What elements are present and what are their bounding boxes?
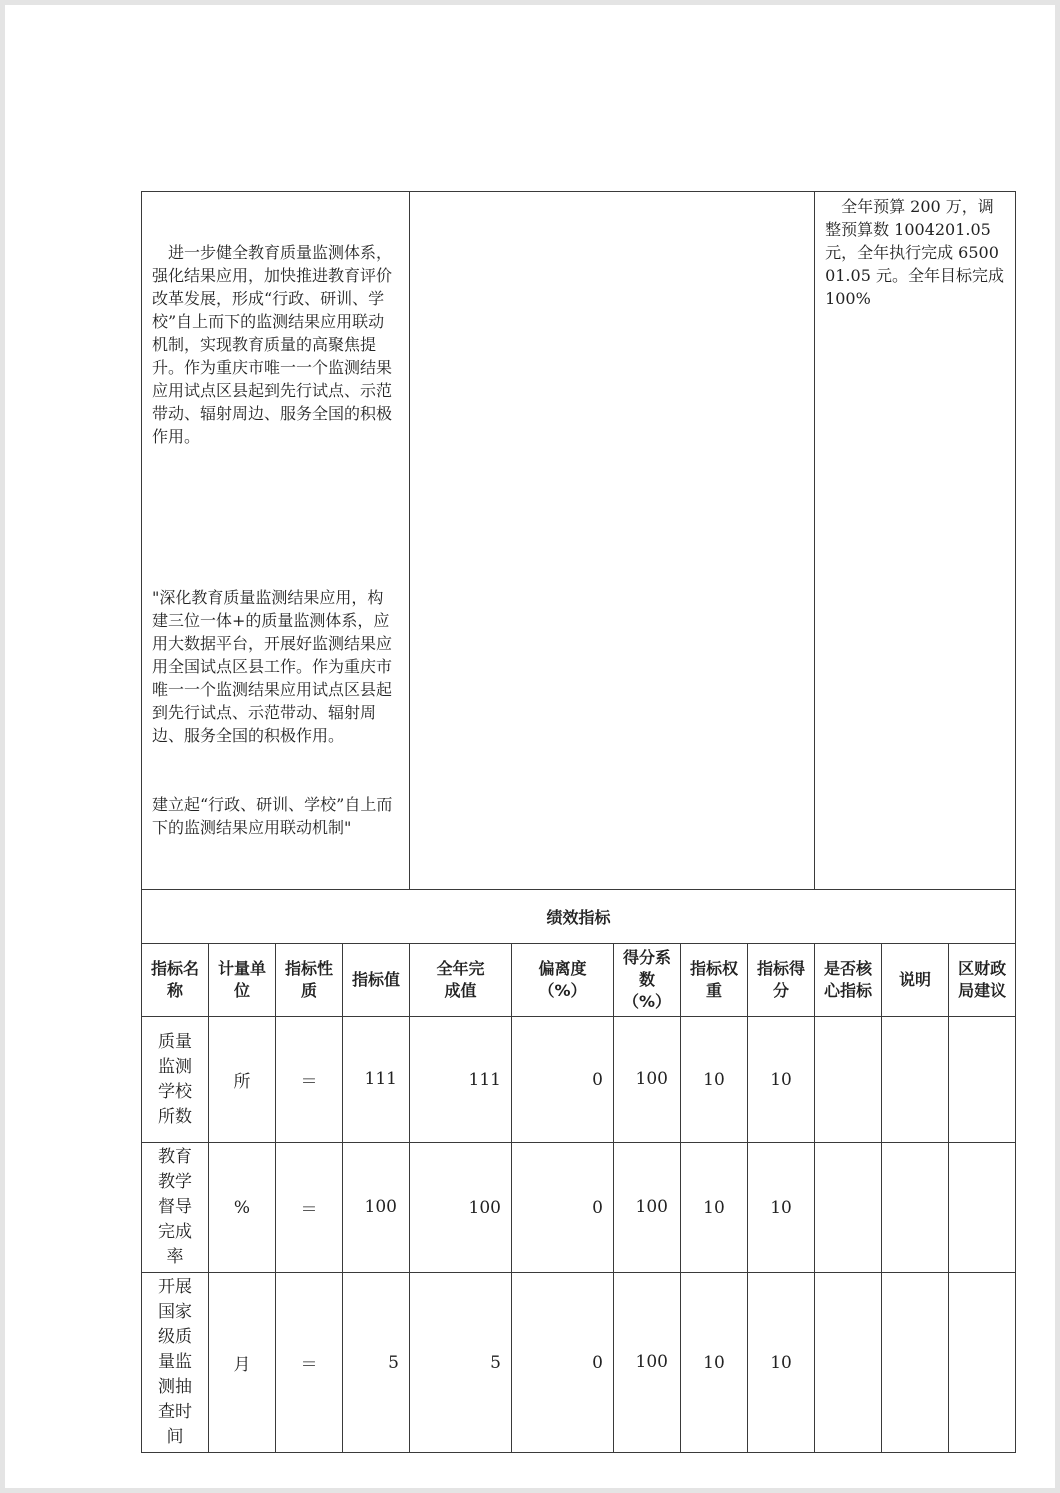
header-cell: 偏离度（%） — [512, 944, 614, 1017]
header-cell: 指标性质 — [276, 944, 343, 1017]
actual-cell: 100 — [410, 1143, 512, 1273]
weight-cell: 10 — [681, 1273, 748, 1453]
target-cell: 5 — [343, 1273, 410, 1453]
score-cell: 10 — [748, 1143, 815, 1273]
weight-cell: 10 — [681, 1143, 748, 1273]
unit-cell: 所 — [209, 1017, 276, 1143]
header-cell: 得分系数（%） — [614, 944, 681, 1017]
section-title-row — [142, 890, 1016, 944]
advice-cell — [949, 1017, 1016, 1143]
unit-cell: % — [209, 1143, 276, 1273]
header-cell: 指标值 — [343, 944, 410, 1017]
middle-text — [410, 192, 814, 199]
indicator-name: 质量监测学校所数 — [142, 1017, 209, 1143]
overview-row — [142, 192, 1016, 890]
table-row — [142, 1143, 1016, 1273]
core-cell — [815, 1273, 882, 1453]
nature-cell: ＝ — [276, 1273, 343, 1453]
actual-cell: 5 — [410, 1273, 512, 1453]
score-cell: 10 — [748, 1017, 815, 1143]
header-cell: 区财政局建议 — [949, 944, 1016, 1017]
annual-target-cell — [142, 192, 410, 890]
target-paragraph-1: 进一步健全教育质量监测体系，强化结果应用，加快推进教育评价改革发展，形成“行政、研训、学校”自上而下的监测结果应用联动机制，实现教育质量的高聚焦提升。作为重庆市唯一一个监测结果应用试点区县起到先行试点、示范带动、辐射周边、服务全国的积极作用。 — [152, 243, 393, 446]
deviation-cell: 0 — [512, 1143, 614, 1273]
core-cell — [815, 1143, 882, 1273]
completion-cell — [815, 192, 1016, 890]
advice-cell — [949, 1273, 1016, 1453]
header-cell: 是否核心指标 — [815, 944, 882, 1017]
deviation-cell: 0 — [512, 1273, 614, 1453]
coef-cell: 100 — [614, 1017, 681, 1143]
note-cell — [882, 1273, 949, 1453]
header-cell: 指标得分 — [748, 944, 815, 1017]
section-title: 绩效指标 — [142, 890, 1016, 944]
note-cell — [882, 1143, 949, 1273]
weight-cell: 10 — [681, 1017, 748, 1143]
deviation-cell: 0 — [512, 1017, 614, 1143]
middle-cell — [410, 192, 815, 890]
unit-cell: 月 — [209, 1273, 276, 1453]
actual-cell: 111 — [410, 1017, 512, 1143]
coef-cell: 100 — [614, 1273, 681, 1453]
header-cell: 全年完成值 — [410, 944, 512, 1017]
indicator-name: 开展国家级质量监测抽查时间 — [142, 1273, 209, 1453]
coef-cell: 100 — [614, 1143, 681, 1273]
header-cell: 计量单位 — [209, 944, 276, 1017]
score-cell: 10 — [748, 1273, 815, 1453]
target-paragraph-3: 建立起“行政、研训、学校”自上而下的监测结果应用联动机制" — [152, 795, 393, 837]
note-cell — [882, 1017, 949, 1143]
performance-table — [141, 191, 1016, 1453]
target-cell: 100 — [343, 1143, 410, 1273]
header-row — [142, 944, 1016, 1017]
header-cell: 指标名称 — [142, 944, 209, 1017]
document-page — [5, 5, 1055, 1488]
advice-cell — [949, 1143, 1016, 1273]
core-cell — [815, 1017, 882, 1143]
target-paragraph-2: "深化教育质量监测结果应用，构建三位一体+的质量监测体系，应用大数据平台，开展好监测结果应用全国试点区县工作。作为重庆市唯一一个监测结果应用试点区县起到先行试点、示范带动、辐射周边、服务全国的积极作用。 — [152, 588, 393, 745]
header-cell: 指标权重 — [681, 944, 748, 1017]
nature-cell: ＝ — [276, 1143, 343, 1273]
nature-cell: ＝ — [276, 1017, 343, 1143]
completion-text: 全年预算 200 万，调整预算数 1004201.05 元，全年执行完成 650001.05 元。全年目标完成 100% — [825, 197, 1010, 308]
indicator-name: 教育教学督导完成率 — [142, 1143, 209, 1273]
table-row — [142, 1273, 1016, 1453]
header-cell: 说明 — [882, 944, 949, 1017]
table-row — [142, 1017, 1016, 1143]
target-cell: 111 — [343, 1017, 410, 1143]
